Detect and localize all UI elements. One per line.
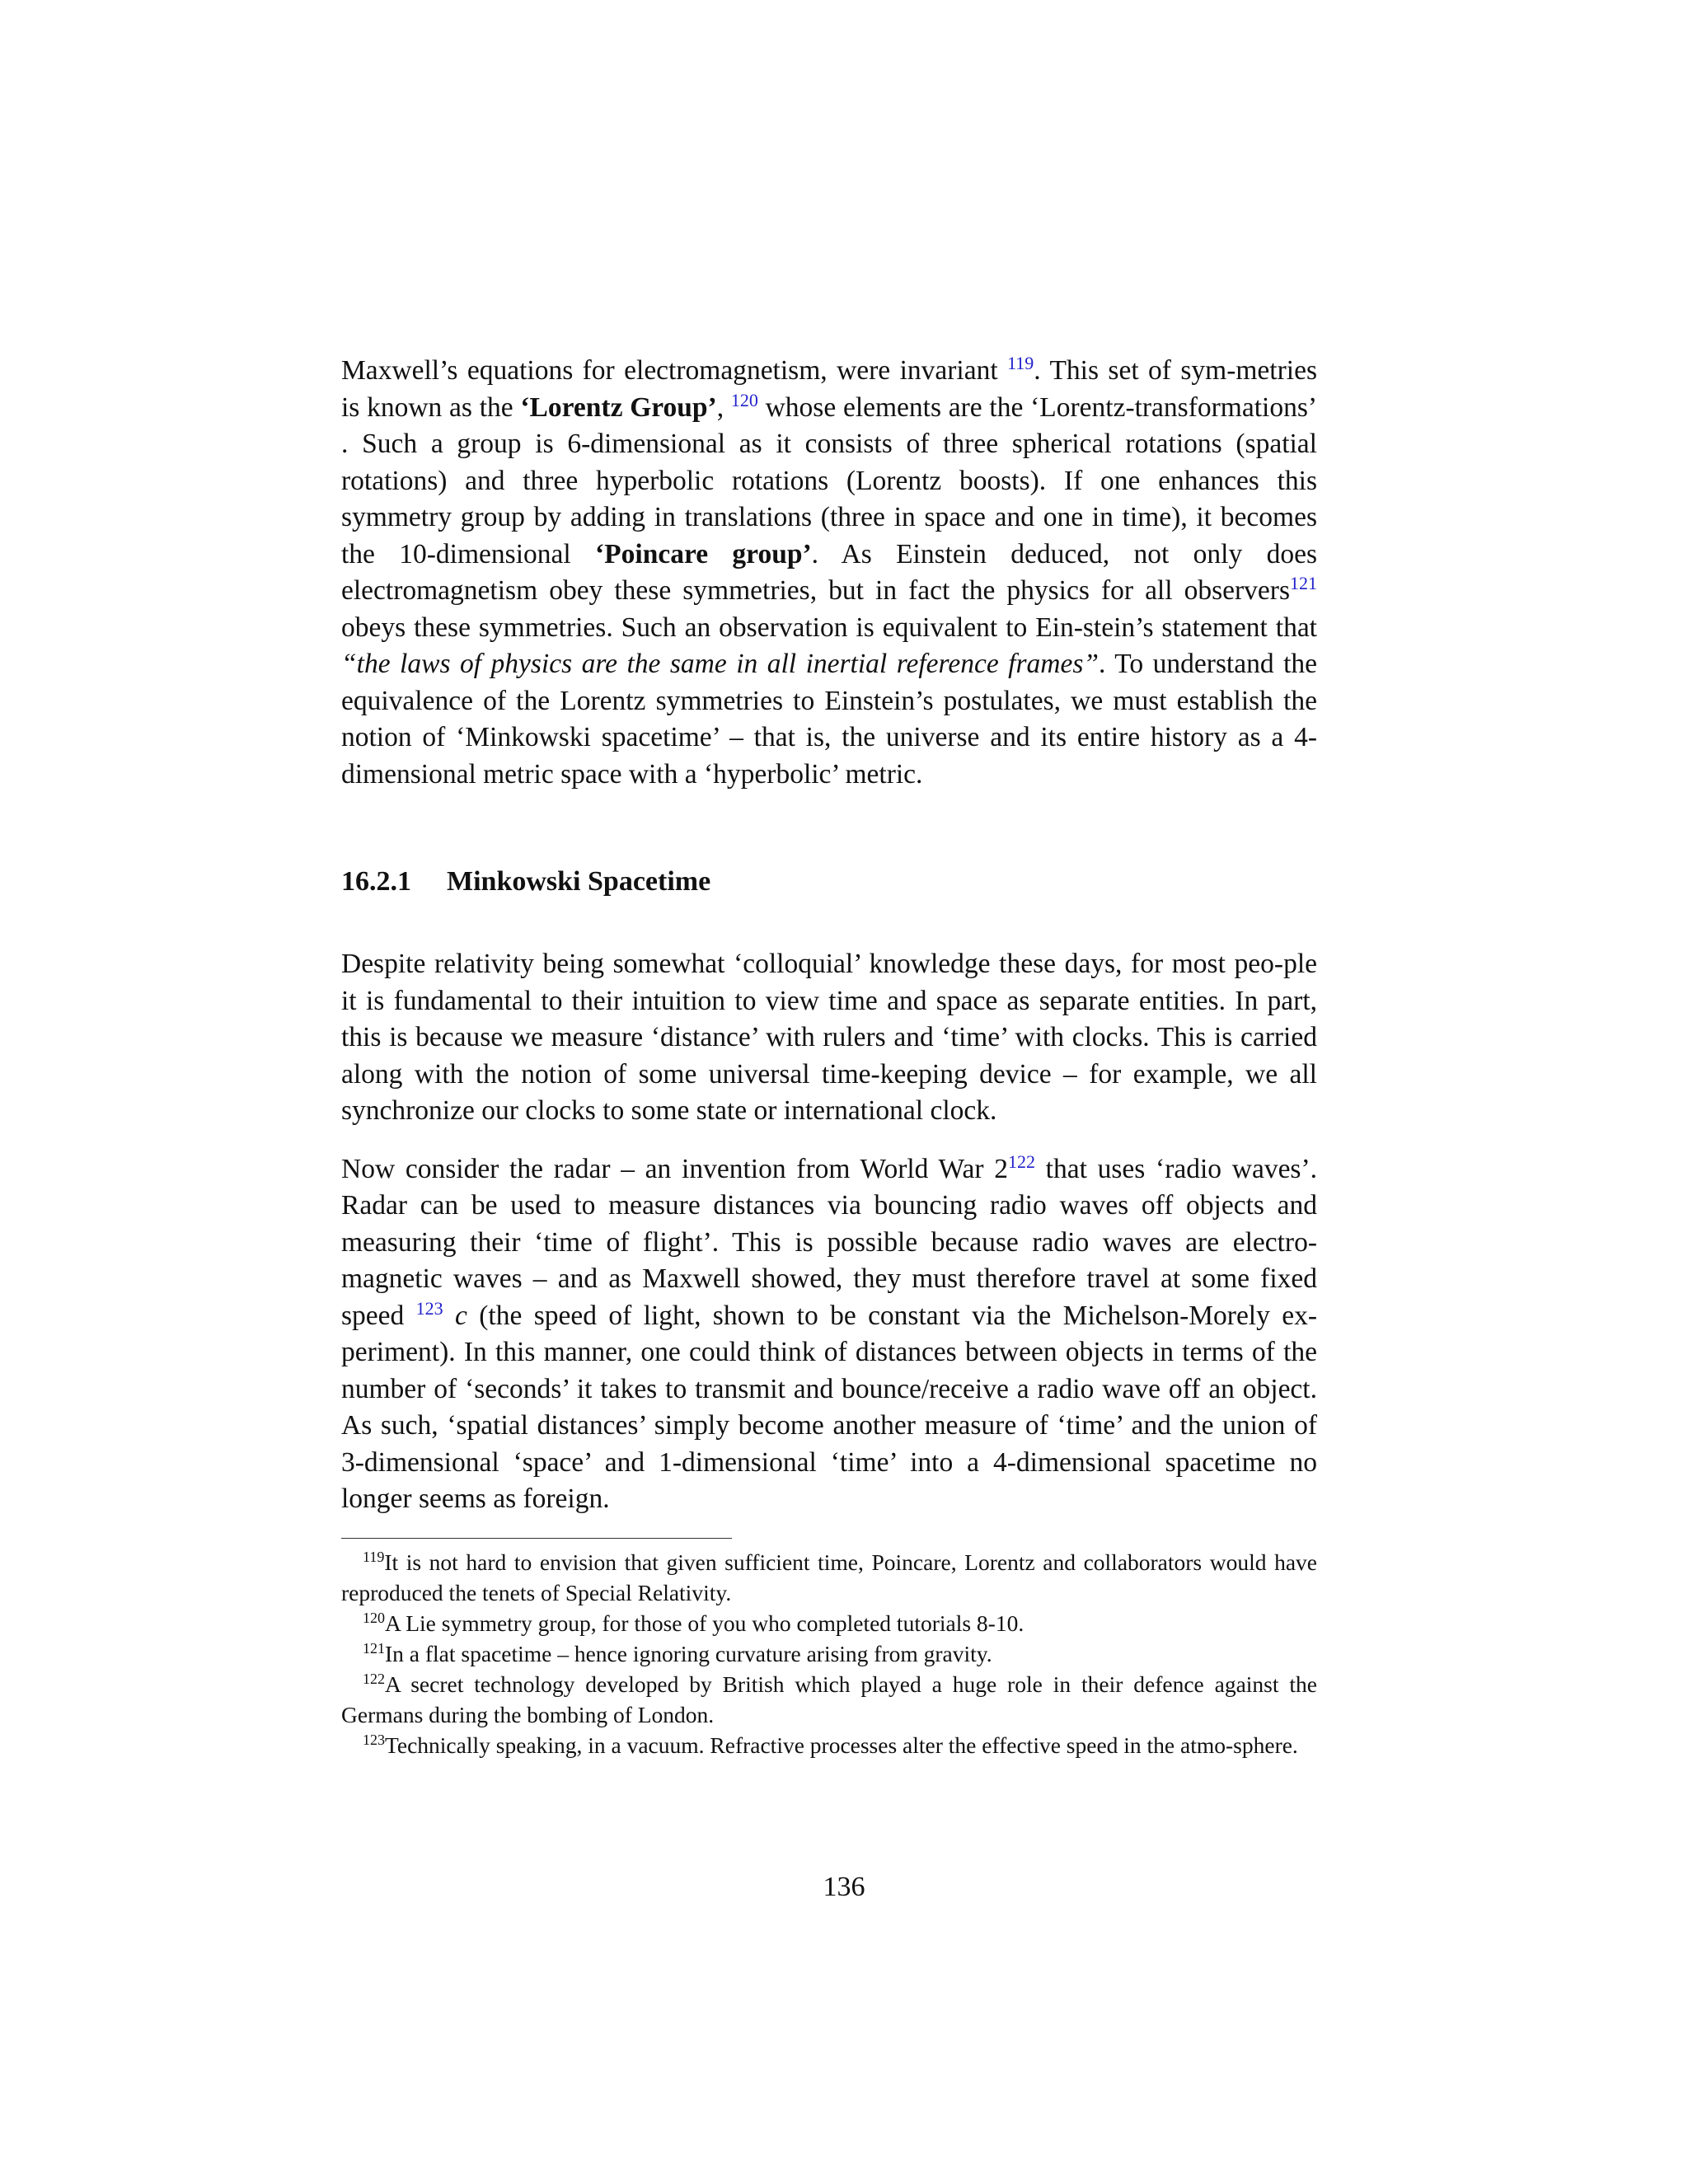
page-body: [341, 353, 1317, 1760]
section-heading: [341, 864, 1317, 900]
paragraph-text: Now consider the radar – an invention from World War 2: [341, 1153, 1008, 1184]
bold-term-lorentz-group: ‘Lorentz Group’: [520, 391, 717, 423]
footnote-mark: 119: [363, 1548, 385, 1565]
footnote-text: A secret technology developed by British which played a huge role in their defence against the Germans during the bombing of London.: [341, 1671, 1317, 1727]
footnote-mark: 120: [363, 1609, 385, 1626]
paragraph-radar: [341, 1151, 1317, 1518]
footnote-119: [341, 1547, 1317, 1608]
footnote-text: A Lie symmetry group, for those of you who completed tutorials 8-10.: [385, 1610, 1025, 1636]
footnote-122: [341, 1669, 1317, 1730]
paragraph-text: ,: [716, 391, 731, 423]
paragraph-text: Maxwell’s equations for electromagnetism, were invariant: [341, 355, 1008, 386]
footnote-ref-119[interactable]: 119: [1007, 352, 1034, 373]
footnote-text: In a flat spacetime – hence ignoring curvature arising from gravity.: [385, 1640, 992, 1666]
footnote-mark: 123: [363, 1731, 385, 1748]
paragraph-text: whose elements are the ‘Lorentz-transformations’ . Such a group is 6-dimensional as it consists of three spherical rotations (spatial rotations) and three hyperbolic rotations (Lorentz boosts). If one enhances this symmetry group by adding in translations (three in space and one in time), it becomes the 10-dimensional: [341, 391, 1318, 569]
paragraph-text: . To understand the equivalence of the Lorentz symmetries to Einstein’s postulates, we must establish the notion of ‘Minkowski spacetime’ – that is, the universe and its entire history as a 4-dimensional metric space with a ‘hyperbolic’ metric.: [341, 649, 1317, 790]
footnote-121: [341, 1638, 1317, 1669]
footnote-ref-123[interactable]: 123: [415, 1297, 443, 1319]
paragraph-text: that uses ‘radio waves’. Radar can be used to measure distances via bouncing radio waves off objects and measuring their ‘time of flight’. This is possible because radio waves are electro-magnetic waves – and as Maxwell showed, they must therefore travel at some fixed speed: [341, 1153, 1318, 1331]
paragraph-text: (the speed of light, shown to be constant via the Michelson-Morely ex-periment). In this manner, one could think of distances between objects in terms of the number of ‘seconds’ it takes to transmit and bounce/receive a radio wave off an object. As such, ‘spatial distances’ simply become another measure of ‘time’ and the union of 3-dimensional ‘space’ and 1-dimensional ‘time’ into a 4-dimensional spacetime no longer seems as foreign.: [341, 1300, 1318, 1514]
italic-symbol-c: c: [455, 1300, 467, 1331]
paragraph-text: . As Einstein deduced, not only does electromagnetism obey these symmetries, but in fact the physics for all observers: [341, 538, 1317, 606]
footnote-divider: [341, 1538, 732, 1539]
paragraph-lorentz-group: [341, 353, 1317, 793]
footnote-text: Technically speaking, in a vacuum. Refractive processes alter the effective speed in the atmo-sphere.: [385, 1732, 1298, 1758]
italic-quote: “the laws of physics are the same in all inertial reference frames”: [341, 649, 1099, 679]
footnote-123: [341, 1730, 1317, 1760]
page-number: 136: [823, 1872, 865, 1902]
section-number: 16.2.1: [341, 866, 411, 897]
section-title: Minkowski Spacetime: [447, 866, 711, 897]
footnote-mark: 121: [363, 1639, 385, 1657]
paragraph-text: [443, 1301, 455, 1331]
paragraph-text: . This set of sym-metries is known as the: [341, 355, 1317, 423]
paragraph-intuition: Despite relativity being somewhat ‘colloquial’ knowledge these days, for most peo-ple it is fundamental to their intuition to view time and space as separate entities. In part, this is because we measure ‘distance’ with rulers and ‘time’ with clocks. This is carried along with the notion of some universal time-keeping device – for example, we all synchronize our clocks to some state or international clock.: [341, 949, 1317, 1126]
footnote-120: [341, 1608, 1317, 1638]
paragraph-text: obeys these symmetries. Such an observation is equivalent to Ein-stein’s statement that: [341, 612, 1317, 643]
footnotes: [341, 1547, 1317, 1760]
bold-term-poincare-group: ‘Poincare group’: [595, 538, 812, 569]
footnote-ref-122[interactable]: 122: [1007, 1151, 1035, 1172]
footnote-text: It is not hard to envision that given sufficient time, Poincare, Lorentz and collaborators would have reproduced the tenets of Special Relativity.: [341, 1549, 1317, 1605]
footnote-ref-121[interactable]: 121: [1290, 572, 1317, 593]
footnote-mark: 122: [363, 1670, 385, 1687]
footnote-ref-120[interactable]: 120: [730, 389, 758, 410]
